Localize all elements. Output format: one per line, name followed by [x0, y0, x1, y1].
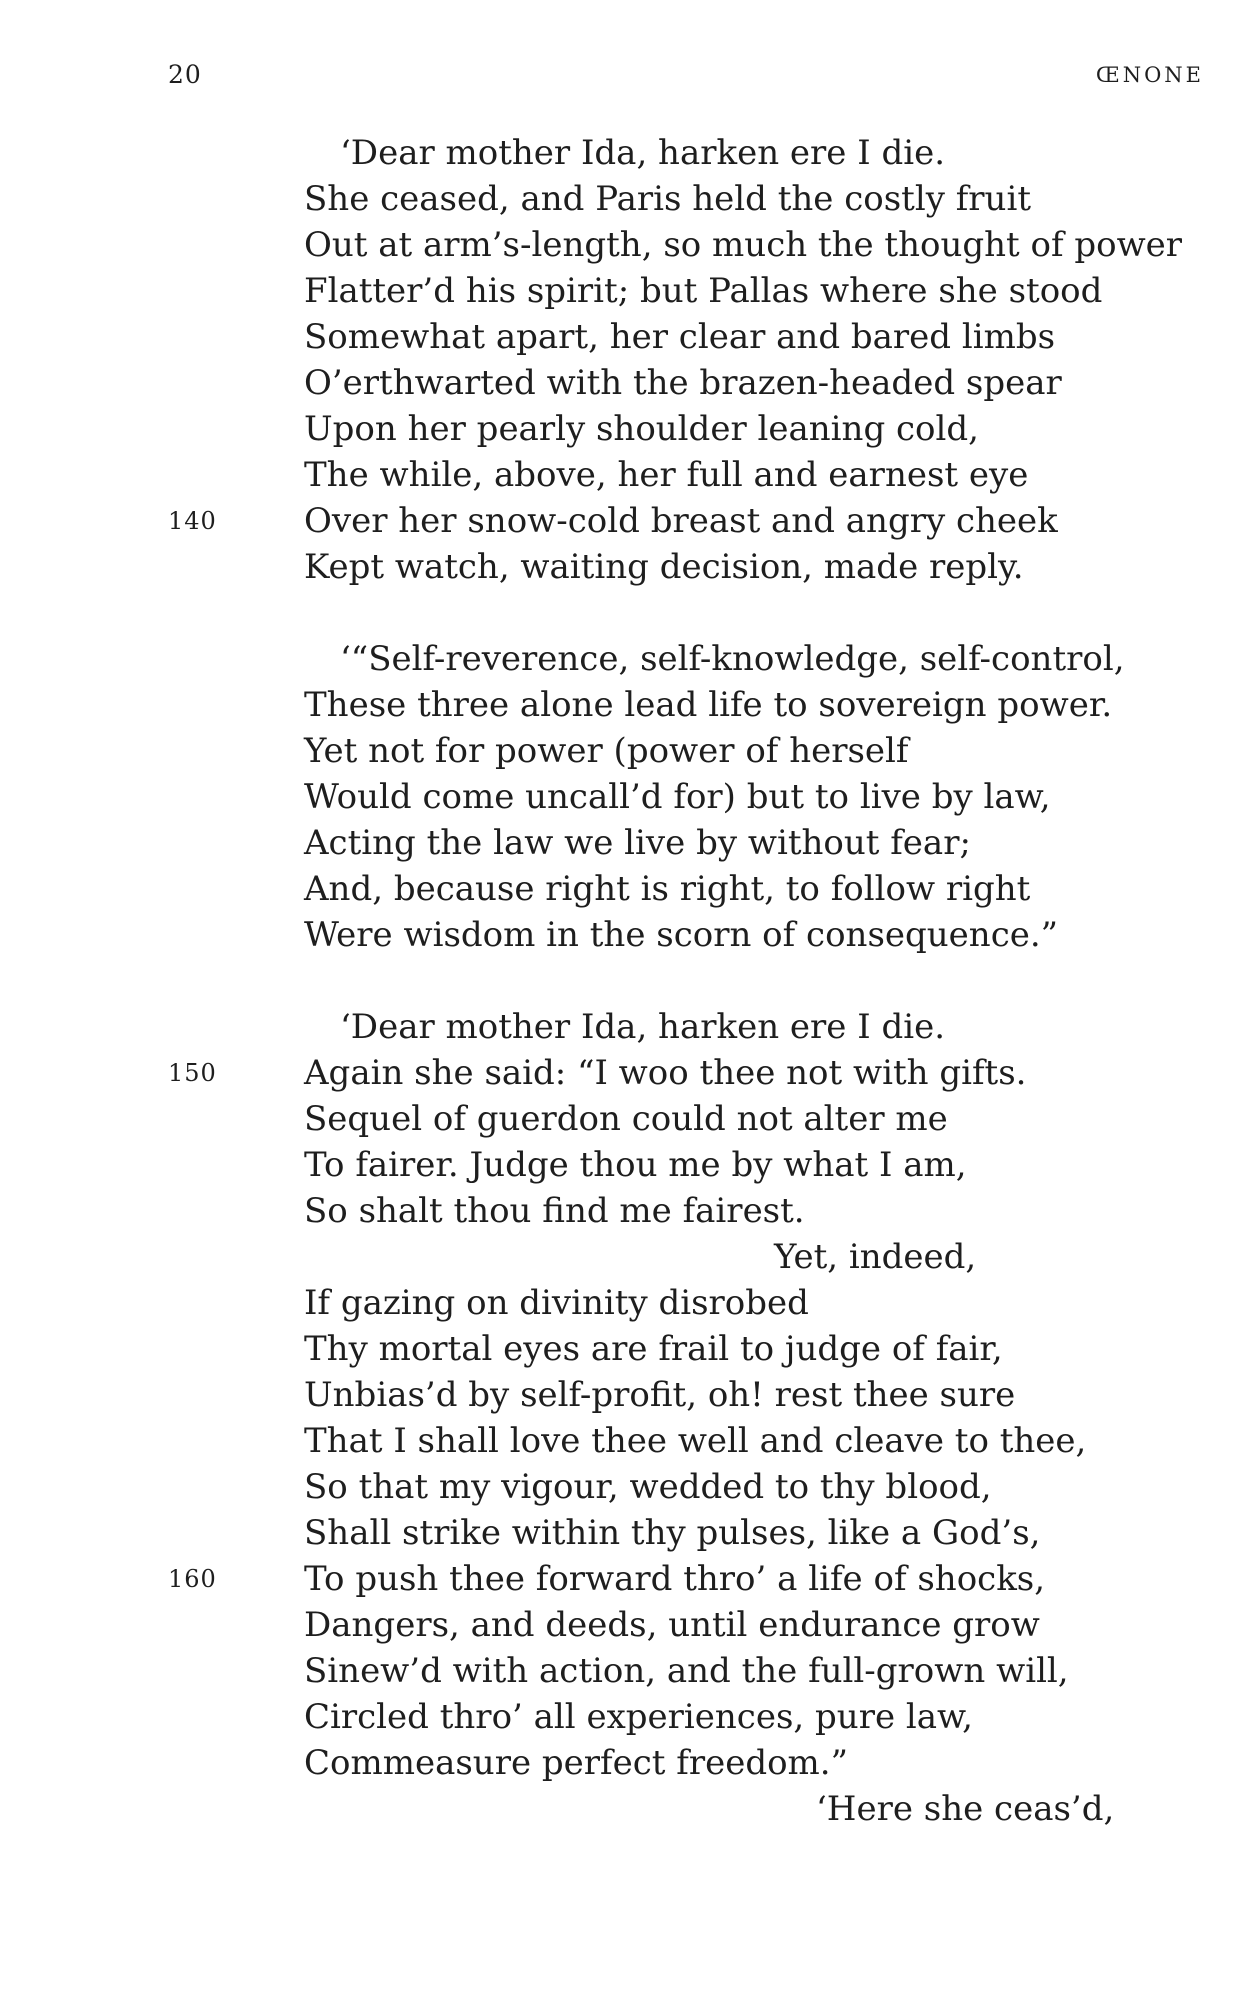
verse-line: [304, 1648, 1204, 1694]
verse-line-text: Again she said: “I woo thee not with gifts.: [304, 1053, 1027, 1093]
verse-line-text: The while, above, her full and earnest eye: [304, 455, 1029, 495]
verse-line-text: These three alone lead life to sovereign power.: [304, 685, 1113, 725]
verse-line-text: ‘Here she ceas’d,: [816, 1789, 1115, 1829]
verse-line-text: Out at arm’s-length, so much the thought of power: [304, 225, 1183, 265]
verse-line: [304, 314, 1204, 360]
verse-line-text: Upon her pearly shoulder leaning cold,: [304, 409, 979, 449]
verse-line-text: So shalt thou find me fairest.: [304, 1191, 805, 1231]
verse-line: [304, 360, 1204, 406]
verse-line-text: Would come uncall’d for) but to live by law,: [304, 777, 1051, 817]
verse-line: [304, 452, 1204, 498]
verse-line-text: Sequel of guerdon could not alter me: [304, 1099, 948, 1139]
verse-line-text: Circled thro’ all experiences, pure law,: [304, 1697, 973, 1737]
line-number: 160: [168, 1565, 217, 1593]
verse-line: [168, 1050, 1204, 1096]
verse-line: [304, 406, 1204, 452]
verse-line-text: Were wisdom in the scorn of consequence.”: [304, 915, 1059, 955]
verse-line: [304, 774, 1204, 820]
poem-body: [168, 130, 1204, 1832]
verse-line: [304, 1418, 1204, 1464]
verse-line-text: And, because right is right, to follow right: [304, 869, 1031, 909]
verse-line-text: Acting the law we live by without fear;: [304, 823, 971, 863]
verse-line-text: Shall strike within thy pulses, like a God’s,: [304, 1513, 1041, 1553]
running-head: ŒNONE: [1095, 63, 1204, 87]
verse-line-text: Somewhat apart, her clear and bared limbs: [304, 317, 1056, 357]
verse-line: [304, 544, 1204, 590]
verse-line: [304, 1372, 1204, 1418]
verse-line-text: Dangers, and deeds, until endurance grow: [304, 1605, 1040, 1645]
verse-line: [304, 176, 1204, 222]
verse-line-text: That I shall love thee well and cleave to thee,: [304, 1421, 1087, 1461]
verse-line: [304, 1694, 1204, 1740]
verse-line-text: Unbias’d by self-profit, oh! rest thee sure: [304, 1375, 1016, 1415]
verse-line-text: ‘Dear mother Ida, harken ere I die.: [340, 1007, 946, 1047]
verse-line: [304, 1280, 1204, 1326]
verse-line-text: Over her snow-cold breast and angry cheek: [304, 501, 1058, 541]
verse-line-text: To push thee forward thro’ a life of shocks,: [304, 1559, 1046, 1599]
verse-line: [304, 820, 1204, 866]
verse-line: [304, 222, 1204, 268]
verse-line-text: Thy mortal eyes are frail to judge of fair,: [304, 1329, 1003, 1369]
verse-line-text: Yet, indeed,: [774, 1237, 977, 1277]
verse-line-text: So that my vigour, wedded to thy blood,: [304, 1467, 992, 1507]
verse-line: [168, 1556, 1204, 1602]
stanza-break: [304, 958, 1204, 1004]
verse-line: [304, 1234, 1204, 1280]
stanza-break: [304, 590, 1204, 636]
verse-line: [304, 1786, 1204, 1832]
verse-line: [304, 912, 1204, 958]
verse-line: [304, 1096, 1204, 1142]
verse-line: [304, 1326, 1204, 1372]
verse-line-text: She ceased, and Paris held the costly fruit: [304, 179, 1031, 219]
stanza: [168, 130, 1204, 590]
line-number: 140: [168, 507, 217, 535]
verse-line: [304, 866, 1204, 912]
verse-line: [304, 1464, 1204, 1510]
verse-line-text: Kept watch, waiting decision, made reply.: [304, 547, 1024, 587]
verse-line: [304, 1188, 1204, 1234]
verse-line: [304, 728, 1204, 774]
verse-line-text: Yet not for power (power of herself: [304, 731, 909, 771]
verse-line-text: O’erthwarted with the brazen-headed spear: [304, 363, 1062, 403]
verse-line: [304, 1740, 1204, 1786]
verse-line: [304, 1602, 1204, 1648]
verse-line: [304, 682, 1204, 728]
verse-line-text: If gazing on divinity disrobed: [304, 1283, 809, 1323]
page-number: 20: [168, 60, 202, 89]
verse-line-text: Commeasure perfect freedom.”: [304, 1743, 848, 1783]
verse-line: [304, 130, 1204, 176]
verse-line: [304, 1142, 1204, 1188]
verse-line-text: Sinew’d with action, and the full-grown will,: [304, 1651, 1069, 1691]
verse-line-text: Flatter’d his spirit; but Pallas where she stood: [304, 271, 1103, 311]
stanza: [168, 1004, 1204, 1832]
verse-line: [304, 1004, 1204, 1050]
stanza: [304, 636, 1204, 958]
verse-line-text: ‘“Self-reverence, self-knowledge, self-control,: [340, 639, 1125, 679]
verse-line: [168, 498, 1204, 544]
verse-line-text: To fairer. Judge thou me by what I am,: [304, 1145, 967, 1185]
verse-line: [304, 1510, 1204, 1556]
verse-line-text: ‘Dear mother Ida, harken ere I die.: [340, 133, 946, 173]
verse-line: [304, 268, 1204, 314]
verse-line: [304, 636, 1204, 682]
line-number: 150: [168, 1059, 217, 1087]
